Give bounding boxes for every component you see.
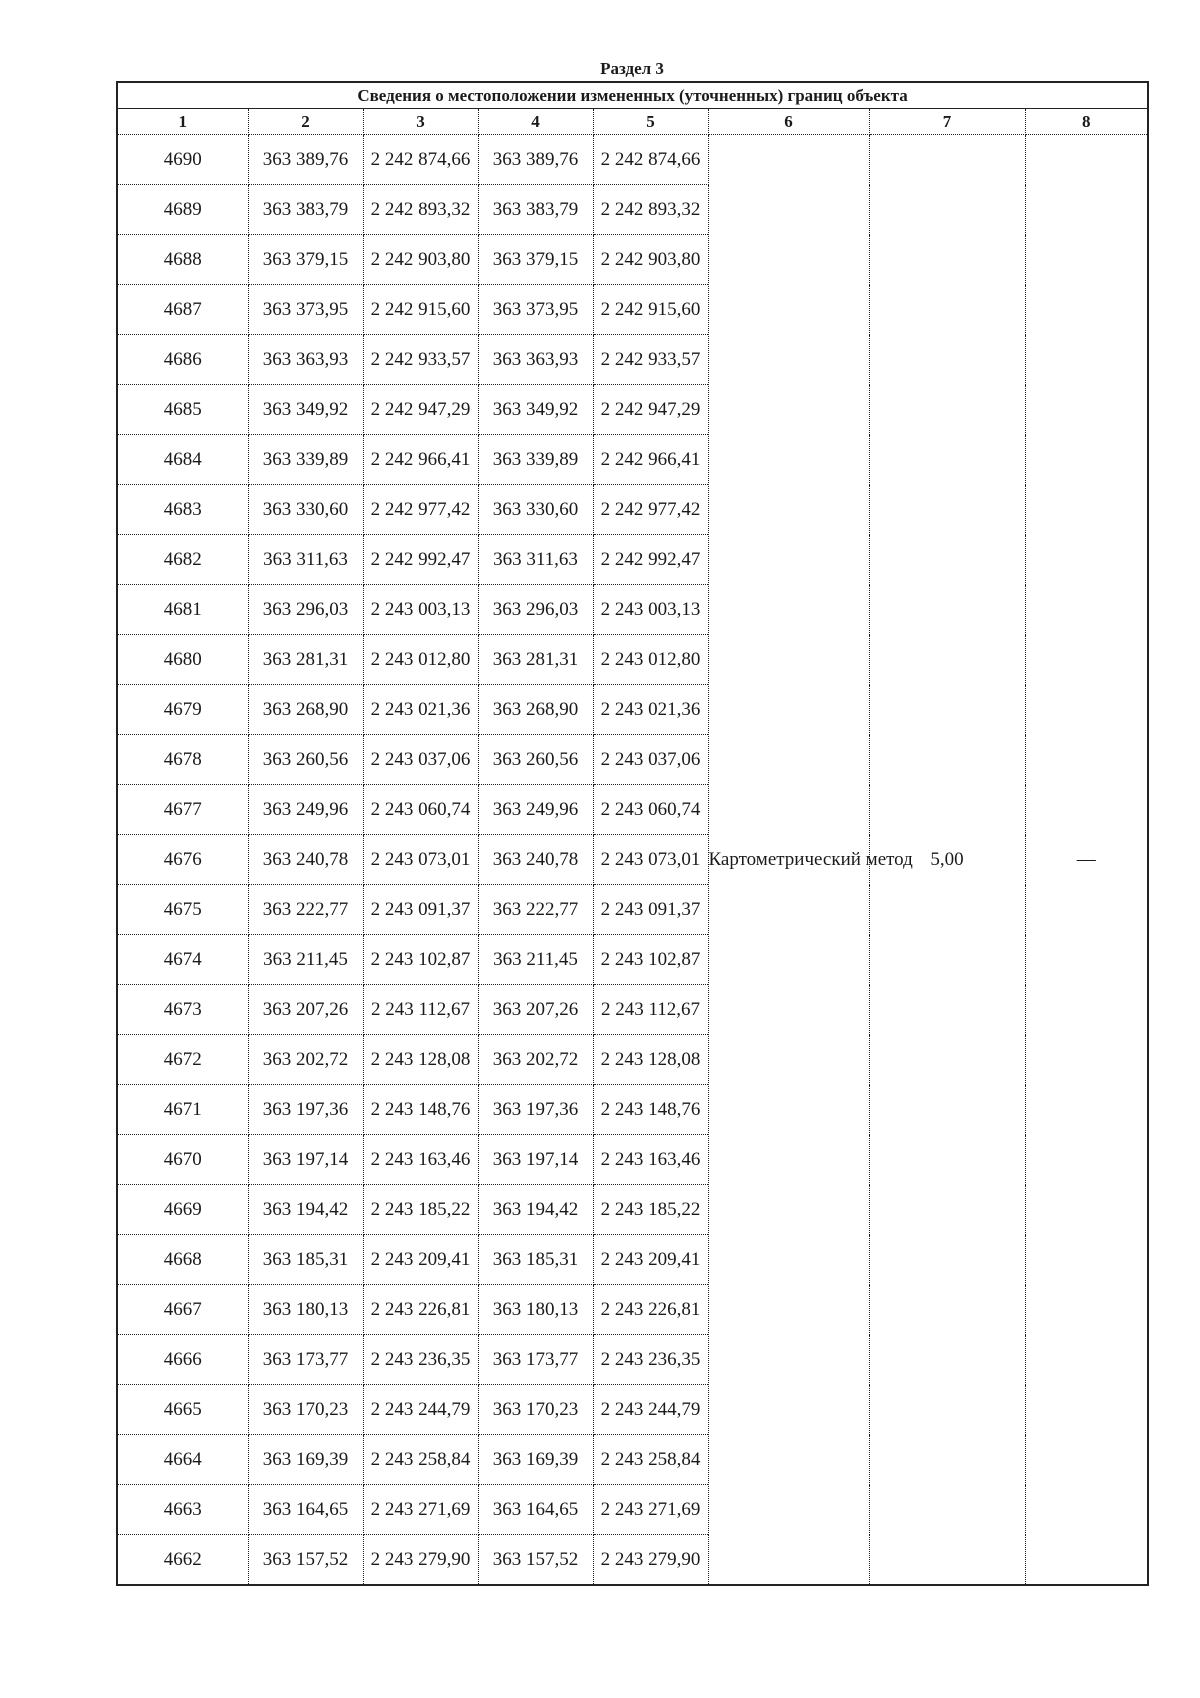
y-old-cell: 2 243 244,79	[363, 1385, 478, 1435]
x-old-cell: 363 164,65	[248, 1485, 363, 1535]
x-new-cell: 363 170,23	[478, 1385, 593, 1435]
x-old-cell: 363 194,42	[248, 1185, 363, 1235]
y-new-cell: 2 242 933,57	[593, 335, 708, 385]
point-number-cell: 4668	[117, 1235, 248, 1285]
point-number-cell: 4684	[117, 435, 248, 485]
y-new-cell: 2 243 003,13	[593, 585, 708, 635]
y-old-cell: 2 243 112,67	[363, 985, 478, 1035]
x-old-cell: 363 157,52	[248, 1535, 363, 1586]
point-number-cell: 4662	[117, 1535, 248, 1586]
point-number-cell: 4689	[117, 185, 248, 235]
point-number-cell: 4672	[117, 1035, 248, 1085]
x-new-cell: 363 202,72	[478, 1035, 593, 1085]
x-new-cell: 363 222,77	[478, 885, 593, 935]
x-old-cell: 363 389,76	[248, 135, 363, 185]
point-number-cell: 4664	[117, 1435, 248, 1485]
point-number-cell: 4681	[117, 585, 248, 635]
y-new-cell: 2 243 258,84	[593, 1435, 708, 1485]
x-new-cell: 363 363,93	[478, 335, 593, 385]
x-old-cell: 363 373,95	[248, 285, 363, 335]
y-new-cell: 2 243 037,06	[593, 735, 708, 785]
boundary-coordinates-table	[116, 81, 1149, 1586]
y-new-cell: 2 242 992,47	[593, 535, 708, 585]
point-number-cell: 4670	[117, 1135, 248, 1185]
x-new-cell: 363 207,26	[478, 985, 593, 1035]
point-number-cell: 4674	[117, 935, 248, 985]
x-new-cell: 363 240,78	[478, 835, 593, 885]
y-old-cell: 2 242 893,32	[363, 185, 478, 235]
x-old-cell: 363 170,23	[248, 1385, 363, 1435]
x-old-cell: 363 268,90	[248, 685, 363, 735]
y-new-cell: 2 242 947,29	[593, 385, 708, 435]
x-old-cell: 363 180,13	[248, 1285, 363, 1335]
x-old-cell: 363 240,78	[248, 835, 363, 885]
y-new-cell: 2 243 060,74	[593, 785, 708, 835]
y-old-cell: 2 243 236,35	[363, 1335, 478, 1385]
y-new-cell: 2 243 128,08	[593, 1035, 708, 1085]
point-number-cell: 4680	[117, 635, 248, 685]
y-new-cell: 2 243 209,41	[593, 1235, 708, 1285]
x-new-cell: 363 249,96	[478, 785, 593, 835]
point-number-cell: 4678	[117, 735, 248, 785]
y-old-cell: 2 243 073,01	[363, 835, 478, 885]
point-number-cell: 4686	[117, 335, 248, 385]
y-new-cell: 2 242 893,32	[593, 185, 708, 235]
x-new-cell: 363 281,31	[478, 635, 593, 685]
x-old-cell: 363 349,92	[248, 385, 363, 435]
x-new-cell: 363 383,79	[478, 185, 593, 235]
x-new-cell: 363 185,31	[478, 1235, 593, 1285]
y-old-cell: 2 242 947,29	[363, 385, 478, 435]
column-number: 1	[117, 109, 248, 135]
y-new-cell: 2 243 236,35	[593, 1335, 708, 1385]
y-old-cell: 2 243 060,74	[363, 785, 478, 835]
x-new-cell: 363 169,39	[478, 1435, 593, 1485]
point-number-cell: 4667	[117, 1285, 248, 1335]
y-new-cell: 2 243 021,36	[593, 685, 708, 735]
column-number: 3	[363, 109, 478, 135]
y-new-cell: 2 243 112,67	[593, 985, 708, 1035]
x-old-cell: 363 311,63	[248, 535, 363, 585]
y-new-cell: 2 243 271,69	[593, 1485, 708, 1535]
point-number-cell: 4679	[117, 685, 248, 735]
y-new-cell: 2 243 279,90	[593, 1535, 708, 1586]
x-old-cell: 363 330,60	[248, 485, 363, 535]
point-number-cell: 4677	[117, 785, 248, 835]
x-old-cell: 363 185,31	[248, 1235, 363, 1285]
y-old-cell: 2 243 128,08	[363, 1035, 478, 1085]
point-number-cell: 4671	[117, 1085, 248, 1135]
column-number: 7	[869, 109, 1025, 135]
x-old-cell: 363 197,14	[248, 1135, 363, 1185]
y-old-cell: 2 242 977,42	[363, 485, 478, 535]
point-number-cell: 4690	[117, 135, 248, 185]
y-old-cell: 2 242 933,57	[363, 335, 478, 385]
x-old-cell: 363 222,77	[248, 885, 363, 935]
point-number-cell: 4683	[117, 485, 248, 535]
x-old-cell: 363 207,26	[248, 985, 363, 1035]
column-number: 2	[248, 109, 363, 135]
x-new-cell: 363 164,65	[478, 1485, 593, 1535]
y-new-cell: 2 243 073,01	[593, 835, 708, 885]
point-number-cell: 4687	[117, 285, 248, 335]
point-number-cell: 4663	[117, 1485, 248, 1535]
point-number-cell: 4688	[117, 235, 248, 285]
point-number-cell: 4676	[117, 835, 248, 885]
y-new-cell: 2 242 903,80	[593, 235, 708, 285]
x-new-cell: 363 197,36	[478, 1085, 593, 1135]
x-new-cell: 363 389,76	[478, 135, 593, 185]
x-new-cell: 363 157,52	[478, 1535, 593, 1586]
y-new-cell: 2 243 148,76	[593, 1085, 708, 1135]
table-row	[117, 135, 1148, 185]
x-new-cell: 363 268,90	[478, 685, 593, 735]
x-new-cell: 363 379,15	[478, 235, 593, 285]
x-old-cell: 363 211,45	[248, 935, 363, 985]
table-title-row	[117, 82, 1148, 109]
x-new-cell: 363 180,13	[478, 1285, 593, 1335]
x-new-cell: 363 260,56	[478, 735, 593, 785]
y-new-cell: 2 243 102,87	[593, 935, 708, 985]
point-number-cell: 4675	[117, 885, 248, 935]
x-old-cell: 363 281,31	[248, 635, 363, 685]
column-number: 5	[593, 109, 708, 135]
y-old-cell: 2 243 148,76	[363, 1085, 478, 1135]
y-old-cell: 2 243 185,22	[363, 1185, 478, 1235]
x-new-cell: 363 173,77	[478, 1335, 593, 1385]
x-new-cell: 363 296,03	[478, 585, 593, 635]
x-old-cell: 363 169,39	[248, 1435, 363, 1485]
x-new-cell: 363 373,95	[478, 285, 593, 335]
x-old-cell: 363 197,36	[248, 1085, 363, 1135]
y-new-cell: 2 242 874,66	[593, 135, 708, 185]
x-new-cell: 363 211,45	[478, 935, 593, 985]
y-old-cell: 2 243 102,87	[363, 935, 478, 985]
x-new-cell: 363 349,92	[478, 385, 593, 435]
x-old-cell: 363 173,77	[248, 1335, 363, 1385]
method-text: Картометрический метод	[708, 849, 913, 870]
y-new-cell: 2 243 091,37	[593, 885, 708, 935]
point-number-cell: 4669	[117, 1185, 248, 1235]
y-new-cell: 2 243 244,79	[593, 1385, 708, 1435]
x-old-cell: 363 249,96	[248, 785, 363, 835]
x-new-cell: 363 330,60	[478, 485, 593, 535]
y-new-cell: 2 243 185,22	[593, 1185, 708, 1235]
x-old-cell: 363 296,03	[248, 585, 363, 635]
point-number-cell: 4673	[117, 985, 248, 1035]
x-old-cell: 363 379,15	[248, 235, 363, 285]
column-number: 6	[708, 109, 869, 135]
y-old-cell: 2 242 874,66	[363, 135, 478, 185]
y-old-cell: 2 243 021,36	[363, 685, 478, 735]
x-old-cell: 363 260,56	[248, 735, 363, 785]
method-cell	[708, 135, 913, 1586]
y-old-cell: 2 243 012,80	[363, 635, 478, 685]
y-old-cell: 2 243 258,84	[363, 1435, 478, 1485]
note-cell: —	[1025, 135, 1148, 1586]
x-new-cell: 363 194,42	[478, 1185, 593, 1235]
table-title: Сведения о местоположении измененных (уточненных) границ объекта	[117, 82, 1148, 109]
y-new-cell: 2 243 012,80	[593, 635, 708, 685]
y-old-cell: 2 242 966,41	[363, 435, 478, 485]
y-new-cell: 2 242 915,60	[593, 285, 708, 335]
x-new-cell: 363 339,89	[478, 435, 593, 485]
y-old-cell: 2 243 279,90	[363, 1535, 478, 1586]
column-number-row	[117, 109, 1148, 135]
x-old-cell: 363 383,79	[248, 185, 363, 235]
x-old-cell: 363 202,72	[248, 1035, 363, 1085]
y-old-cell: 2 243 271,69	[363, 1485, 478, 1535]
x-old-cell: 363 339,89	[248, 435, 363, 485]
column-number: 8	[1025, 109, 1148, 135]
column-number: 4	[478, 109, 593, 135]
point-number-cell: 4666	[117, 1335, 248, 1385]
y-old-cell: 2 243 163,46	[363, 1135, 478, 1185]
y-old-cell: 2 242 992,47	[363, 535, 478, 585]
point-number-cell: 4682	[117, 535, 248, 585]
y-new-cell: 2 243 226,81	[593, 1285, 708, 1335]
x-old-cell: 363 363,93	[248, 335, 363, 385]
section-title: Раздел 3	[600, 59, 664, 78]
y-old-cell: 2 242 903,80	[363, 235, 478, 285]
x-new-cell: 363 197,14	[478, 1135, 593, 1185]
accuracy-cell: 5,00	[869, 135, 1025, 1586]
x-new-cell: 363 311,63	[478, 535, 593, 585]
y-new-cell: 2 243 163,46	[593, 1135, 708, 1185]
y-new-cell: 2 242 977,42	[593, 485, 708, 535]
point-number-cell: 4685	[117, 385, 248, 435]
y-old-cell: 2 243 003,13	[363, 585, 478, 635]
y-old-cell: 2 243 091,37	[363, 885, 478, 935]
point-number-cell: 4665	[117, 1385, 248, 1435]
y-old-cell: 2 242 915,60	[363, 285, 478, 335]
y-new-cell: 2 242 966,41	[593, 435, 708, 485]
y-old-cell: 2 243 037,06	[363, 735, 478, 785]
y-old-cell: 2 243 209,41	[363, 1235, 478, 1285]
y-old-cell: 2 243 226,81	[363, 1285, 478, 1335]
